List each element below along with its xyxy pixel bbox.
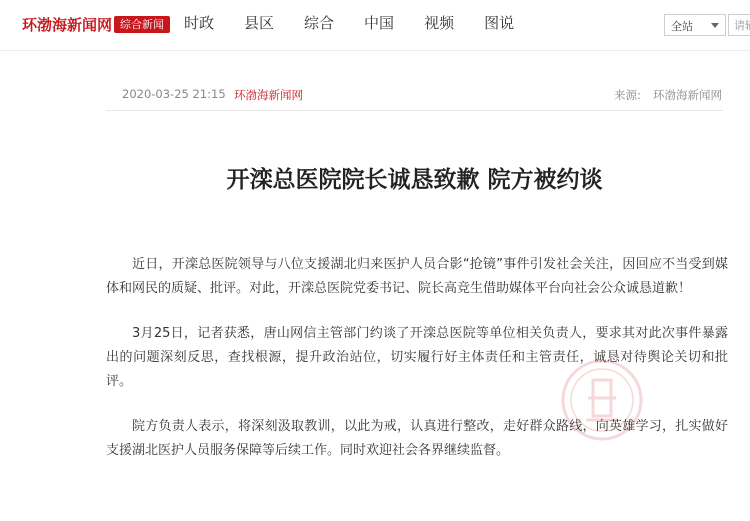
article-meta bbox=[106, 80, 723, 111]
top-navigation-bar bbox=[0, 0, 750, 51]
site-logo[interactable]: 环渤海新闻网 bbox=[22, 16, 113, 34]
source-link[interactable]: 环渤海新闻网 bbox=[234, 88, 303, 102]
nav-item-general[interactable]: 综合 bbox=[304, 14, 335, 32]
search-scope-label: 全站 bbox=[671, 20, 693, 33]
channel-badge[interactable]: 综合新闻 bbox=[114, 16, 170, 33]
main-nav bbox=[184, 12, 544, 34]
search-input[interactable] bbox=[728, 14, 750, 36]
nav-item-video[interactable]: 视频 bbox=[424, 14, 455, 32]
article-paragraph: 院方负责人表示，将深刻汲取教训，以此为戒，认真进行整改，走好群众路线，向英雄学习，扎实做好支援湖北医护人员服务保障等后续工作。同时欢迎社会各界继续监督。 bbox=[106, 419, 728, 458]
nav-item-china[interactable]: 中国 bbox=[364, 14, 395, 32]
search-scope-select[interactable] bbox=[664, 14, 726, 36]
chevron-down-icon bbox=[711, 23, 719, 28]
nav-item-photos[interactable]: 图说 bbox=[484, 14, 515, 32]
watermark-stamp bbox=[560, 358, 644, 442]
nav-item-politics[interactable]: 时政 bbox=[184, 14, 215, 32]
publish-date: 2020-03-25 21:15 bbox=[122, 87, 226, 101]
source-label: 来源: bbox=[614, 88, 641, 102]
source-value: 环渤海新闻网 bbox=[653, 88, 722, 102]
article-paragraph: 3月25日，记者获悉，唐山网信主管部门约谈了开滦总医院等单位相关负责人，要求其对此次事件暴露出的问题深刻反思，查找根源，提升政治站位，切实履行好主体责任和主管责任，诚恳对待舆论关切和批评。 bbox=[106, 326, 728, 389]
article-paragraph: 近日，开滦总医院领导与八位支援湖北归来医护人员合影“抢镜”事件引发社会关注，因回应不当受到媒体和网民的质疑、批评。对此，开滦总医院党委书记、院长高竞生借助媒体平台向社会公众诚恳道歉！ bbox=[106, 257, 728, 296]
article-title: 开滦总医院院长诚恳致歉 院方被约谈 bbox=[226, 166, 603, 193]
nav-item-counties[interactable]: 县区 bbox=[244, 14, 275, 32]
